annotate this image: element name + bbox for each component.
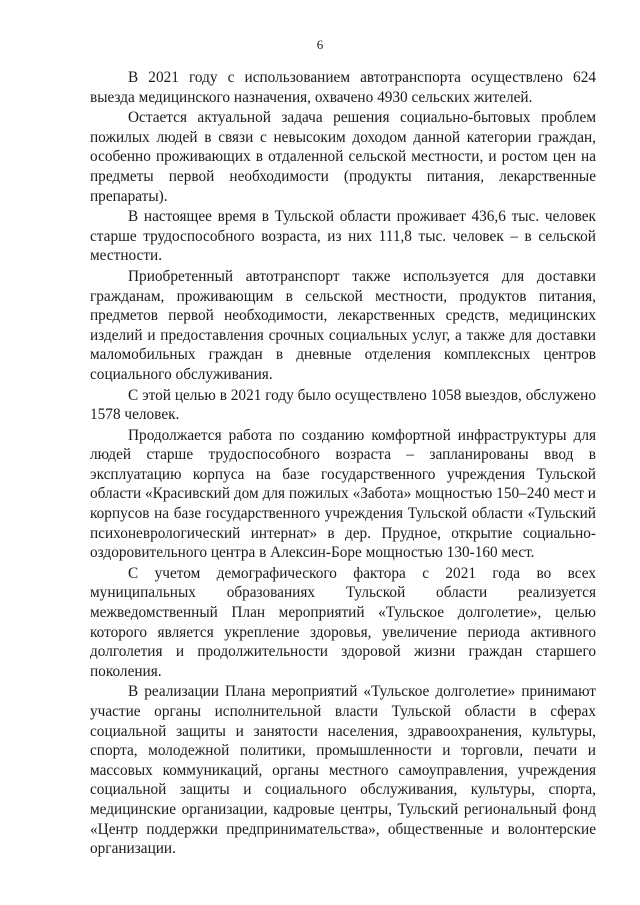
paragraph-transport-usage: Приобретенный автотранспорт также используется для доставки гражданам, проживающим в сельской местности, продуктов питания, предметов первой необходимости, лекарственных средств, медицинских изделий и предоставления срочных социальных услуг, а также для доставки маломобильных граждан в дневные отделения комплексных центров социального обслуживания. [90,267,596,383]
paragraph-infrastructure: Продолжается работа по созданию комфортной инфраструктуры для людей старше трудоспособного возраста – запланированы ввод в эксплуатацию корпуса на базе государственного учреждения Тульской области «Красивский дом для пожилых «Забота» мощностью 150–240 мест и корпусов на базе государственного учреждения Тульской области «Тульский психоневрологический интернат» в дер. Прудное, открытие социально-оздоровительного центра в Алексин-Боре мощностью 130-160 мест. [90,426,596,562]
paragraph-plan-participants: В реализации Плана мероприятий «Тульское долголетие» принимают участие органы исполнительной власти Тульской области в сферах социальной защиты и занятости населения, здравоохранения, культуры, спорта, молодежной политики, промышленности и торговли, печати и массовых коммуникаций, органы местного самоуправления, учреждения социальной защиты и социального обслуживания, культуры, спорта, медицинские организации, кадровые центры, Тульский региональный фонд «Центр поддержки предпринимательства», общественные и волонтерские организации. [90,683,596,858]
paragraph-longevity-plan: С учетом демографического фактора с 2021 года во всех муниципальных образованиях Тульской области реализуется межведомственный План мероприятий «Тульское долголетие», целью которого является укрепление здоровья, увеличение периода активного долголетия и продолжительности здоровой жизни граждан старшего поколения. [90,564,596,680]
paragraph-trips-count: С этой целью в 2021 году было осуществлено 1058 выездов, обслужено 1578 человек. [90,386,596,424]
page-number: 6 [316,37,324,52]
body-text [90,68,596,860]
paragraph-medical-trips: В 2021 году с использованием автотранспорта осуществлено 624 выезда медицинского назначения, охвачено 4930 сельских жителей. [90,69,596,106]
paragraph-population: В настоящее время в Тульской области проживает 436,6 тыс. человек старше трудоспособного возраста, из них 111,8 тыс. человек – в сельской местности. [90,208,596,265]
paragraph-social-problems: Остается актуальной задача решения социально-бытовых проблем пожилых людей в связи с невысоким доходом данной категории граждан, особенно проживающих в отдаленной сельской местности, и ростом цен на предметы первой необходимости (продукты питания, лекарственные препараты). [90,109,596,205]
